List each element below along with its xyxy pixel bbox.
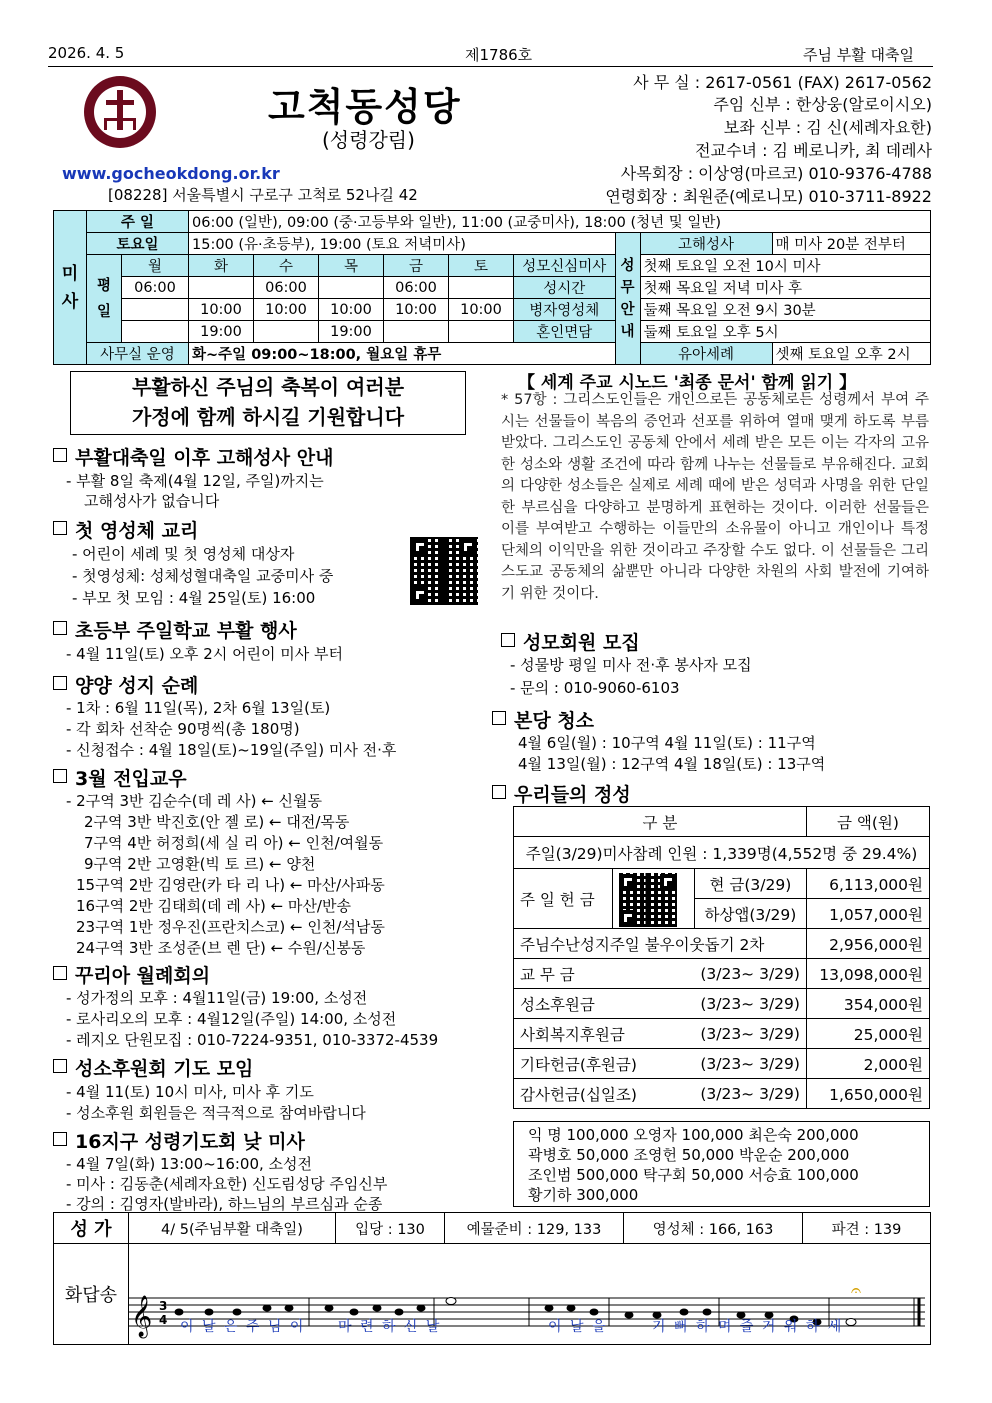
cash-amount: 6,113,000원 <box>806 869 929 899</box>
lyrics-line: 기 뻐 하 며 즐 거 워 하 세 <box>652 1319 844 1335</box>
mothers-line: - 성물방 평일 미사 전·후 봉사자 모집 <box>510 656 752 674</box>
section-curia: 꾸리아 월례회의 <box>53 961 210 988</box>
checkbox-icon <box>53 676 67 690</box>
easter-blessing-box: 부활하신 주님의 축복이 여러분 가정에 함께 하시길 기원합니다 <box>70 371 466 435</box>
parishioner-line: - 2구역 3반 김순수(데 레 사) ← 신월동 <box>66 792 323 810</box>
curia-line: - 로사리오의 모후 : 4월12일(주일) 14:00, 소성전 <box>66 1010 397 1028</box>
office-hours: 화~주일 09:00~18:00, 월요일 휴무 <box>189 343 616 365</box>
sunday-times: 06:00 (일반), 09:00 (중·고등부와 일반), 11:00 (교중미사), 18:00 (청년 및 일반) <box>189 211 931 233</box>
sacrament-name: 고해성사 <box>640 233 772 255</box>
weekday-time: 06:00 <box>254 277 319 299</box>
top-divider <box>48 66 933 67</box>
hymn-communion: 영성체 : 166, 163 <box>624 1213 803 1244</box>
parishioner-line: 9구역 2반 고영환(빅 토 르) ← 양천 <box>84 855 316 873</box>
confession-line: 고해성사가 없습니다 <box>84 492 220 510</box>
website-link[interactable]: www.gocheokdong.or.kr <box>62 164 280 183</box>
parishioner-line: 16구역 2반 김태희(데 레 사) ← 마산/반송 <box>76 897 351 915</box>
checkbox-icon <box>492 711 506 725</box>
checkbox-icon <box>53 1059 67 1073</box>
communion-line: - 첫영성체: 성체성혈대축일 교중미사 중 <box>72 567 334 585</box>
hymn-entrance: 입당 : 130 <box>336 1213 445 1244</box>
offering-row-period: (3/23~ 3/29) <box>694 1049 806 1079</box>
weekday-header: 금 <box>384 255 449 277</box>
svg-text:𝄞: 𝄞 <box>131 1296 153 1337</box>
checkbox-icon <box>492 785 506 799</box>
offering-row-name: 감사헌금(십일조) <box>514 1079 695 1109</box>
checkbox-icon <box>53 521 67 535</box>
mothers-line: - 문의 : 010-9060-6103 <box>510 679 680 697</box>
weekday-label: 평 일 <box>87 255 122 343</box>
offering-header-category: 구 분 <box>514 807 807 837</box>
donor-line: 곽병호 50,000 조영헌 50,000 박운순 200,000 <box>528 1146 850 1164</box>
charismatic-line: - 강의 : 김영자(발바라), 하느님의 부르심과 순종 <box>66 1195 383 1213</box>
weekday-time: 10:00 <box>254 299 319 321</box>
hymn-label: 성 가 <box>54 1213 129 1244</box>
weekday-time: 19:00 <box>319 321 384 343</box>
offering-row-amount: 13,098,000원 <box>806 959 929 989</box>
parishioner-line: 15구역 2반 김영란(카 타 리 나) ← 마산/사파동 <box>76 876 385 894</box>
contact-pastor: 주임 신부 : 한상웅(알로이시오) <box>713 95 932 114</box>
mass-schedule-table <box>53 210 931 365</box>
lyrics-line: 마 련 하 신 날 <box>338 1319 442 1335</box>
svg-text:𝄐: 𝄐 <box>851 1280 862 1301</box>
section-offering: 우리들의 정성 <box>492 780 631 807</box>
vocation-line: - 성소후원 회원들은 적극적으로 참여바랍니다 <box>66 1104 366 1122</box>
sunday-label: 주 일 <box>87 211 189 233</box>
sunday-offering-label: 주 일 헌 금 <box>514 869 613 929</box>
synod-title: 【 세계 주교 시노드 '최종 문서' 함께 읽기 】 <box>518 373 857 393</box>
office-label: 사무실 운영 <box>87 343 189 365</box>
parishioner-line: 7구역 4반 허정희(세 실 리 아) ← 인천/여월동 <box>84 834 384 852</box>
weekday-time: 10:00 <box>319 299 384 321</box>
weekday-time: 19:00 <box>189 321 254 343</box>
sacrament-time: 첫째 토요일 오전 10시 미사 <box>640 255 930 277</box>
synod-text: * 57항 : 그리스도인들은 개인으로든 공동체로든 성령께서 부여 주시는 선물들이 복음의 증언과 선포를 위하여 열매 맺게 하도록 부름받았다. 그리스도인 공동체 안에서 세례 받은 모든 이는 각자의 고유한 성소와 생활 조건에 따라 함께 나누는 선물들로 부유해진다. 교회의 다양한 성소들은 실제로 세례 때에 받은 성덕과 사명을 위한 단일한 부르심을 다양하고 분명하게 표현하는 것이다. 이러한 선물들은 이를 부여받고 수행하는 이들만의 소유물이 아니고 개인이나 특정 단체의 이익만을 위한 것이라고 주장할 수도 없다. 이 선물들은 그리스도교 공동체의 삶뿐만 아니라 다양한 차원의 사회 발전에 기여하기 위한 것이다. <box>501 392 929 602</box>
offering-row-amount: 2,000원 <box>806 1049 929 1079</box>
saturday-times: 15:00 (유·초등부), 19:00 (토요 저녁미사) <box>189 233 616 255</box>
pilgrimage-line: - 각 회차 선착순 90명씩(총 180명) <box>66 720 300 738</box>
weekday-time <box>449 321 514 343</box>
mass-label: 미 사 <box>54 211 87 365</box>
weekday-time: 10:00 <box>449 299 514 321</box>
attendance-row: 주일(3/29)미사참례 인원 : 1,339명(4,552명 중 29.4%) <box>514 837 930 869</box>
section-pilgrimage: 양양 성지 순례 <box>53 671 198 698</box>
checkbox-icon <box>501 633 515 647</box>
section-first-communion: 첫 영성체 교리 <box>53 516 198 543</box>
offering-row-period: (3/23~ 3/29) <box>694 959 806 989</box>
weekday-header: 월 <box>122 255 189 277</box>
curia-line: - 레지오 단원모집 : 010-7224-9351, 010-3372-4539 <box>66 1031 439 1049</box>
cleaning-line: 4월 13일(월) : 12구역 4월 18일(토) : 13구역 <box>518 755 826 773</box>
weekday-time: 10:00 <box>189 299 254 321</box>
offering-row-amount: 354,000원 <box>806 989 929 1019</box>
lyrics-line: 이 날 은 주 님 이 <box>180 1319 306 1335</box>
app-label: 하상앱(3/29) <box>694 899 806 929</box>
parishioner-line: 2구역 3반 박진호(안 젤 로) ← 대전/목동 <box>84 813 350 831</box>
communion-line: - 어린이 세례 및 첫 영성체 대상자 <box>72 545 295 563</box>
offering-row-amount: 1,650,000원 <box>806 1079 929 1109</box>
hymn-dismissal: 파견 : 139 <box>803 1213 931 1244</box>
weekday-header: 토 <box>449 255 514 277</box>
section-sunday-school: 초등부 주일학교 부활 행사 <box>53 616 297 643</box>
offering-row-period: (3/23~ 3/29) <box>694 1079 806 1109</box>
qr-code-icon[interactable] <box>410 537 478 605</box>
offering-qr-cell <box>613 869 694 929</box>
section-confession: 부활대축일 이후 고해성사 안내 <box>53 443 333 470</box>
sacrament-time: 셋째 토요일 오후 2시 <box>772 343 930 365</box>
feast-name: 주님 부활 대축일 <box>803 46 914 64</box>
weekday-time: 06:00 <box>384 277 449 299</box>
sacrament-time: 둘째 목요일 오전 9시 30분 <box>640 299 930 321</box>
weekday-time <box>254 321 319 343</box>
offering-row-amount: 25,000원 <box>806 1019 929 1049</box>
offering-header-amount: 금 액(원) <box>806 807 929 837</box>
hymn-offertory: 예물준비 : 129, 133 <box>445 1213 624 1244</box>
hymn-date: 4/ 5(주님부활 대축일) <box>129 1213 336 1244</box>
parish-patron: (성령강림) <box>322 128 415 152</box>
section-charismatic-mass: 16지구 성령기도회 낮 미사 <box>53 1127 305 1154</box>
sacrament-time: 첫째 목요일 저녁 미사 후 <box>640 277 930 299</box>
cleaning-line: 4월 6일(월) : 10구역 4월 11일(토) : 11구역 <box>518 734 816 752</box>
saturday-label: 토요일 <box>87 233 189 255</box>
sacrament-side-label: 성 무 안 내 <box>615 233 640 365</box>
contact-assistant: 보좌 신부 : 김 신(세례자요한) <box>723 118 932 137</box>
sunday-school-line: - 4월 11일(토) 오후 2시 어린이 미사 부터 <box>66 645 344 663</box>
weekday-time: 10:00 <box>384 299 449 321</box>
weekday-header: 수 <box>254 255 319 277</box>
contact-funeral: 연령회장 : 최원준(예로니모) 010-3711-8922 <box>605 187 932 206</box>
weekday-time <box>122 299 189 321</box>
checkbox-icon <box>53 1132 67 1146</box>
offering-row-period: (3/23~ 3/29) <box>694 1019 806 1049</box>
donor-line: 조인범 500,000 탁구회 50,000 서승효 100,000 <box>528 1166 859 1184</box>
sacrament-time: 매 미사 20분 전부터 <box>772 233 930 255</box>
vocation-line: - 4월 11(토) 10시 미사, 미사 후 기도 <box>66 1083 314 1101</box>
special-offering-amount: 2,956,000원 <box>806 929 929 959</box>
svg-text:4: 4 <box>159 1313 168 1327</box>
bulletin-date: 2026. 4. 5 <box>48 44 125 62</box>
psalm-label: 화답송 <box>54 1244 129 1345</box>
weekday-time <box>122 321 189 343</box>
cash-label: 현 금(3/29) <box>694 869 806 899</box>
weekday-header: 화 <box>189 255 254 277</box>
offering-row-name: 기타헌금(후원금) <box>514 1049 695 1079</box>
weekday-time: 06:00 <box>122 277 189 299</box>
offering-row-period: (3/23~ 3/29) <box>694 989 806 1019</box>
parishioner-line: 23구역 1반 정우진(프란치스코) ← 인천/석남동 <box>76 918 385 936</box>
app-amount: 1,057,000원 <box>806 899 929 929</box>
checkbox-icon <box>53 769 67 783</box>
donor-line: 황기하 300,000 <box>528 1186 639 1204</box>
offering-row-name: 교 무 금 <box>514 959 695 989</box>
pilgrimage-line: - 1차 : 6월 11일(목), 2차 6월 13일(토) <box>66 699 331 717</box>
sacrament-time: 둘째 토요일 오후 5시 <box>640 321 930 343</box>
sacrament-name: 유아세례 <box>640 343 772 365</box>
parishioner-line: 24구역 3반 조성준(브 렌 단) ← 수원/신봉동 <box>76 939 366 957</box>
svg-text:3: 3 <box>159 1299 168 1313</box>
weekday-time <box>449 277 514 299</box>
charismatic-line: - 미사 : 김동춘(세례자요한) 신도림성당 주임신부 <box>66 1175 388 1193</box>
sacrament-name: 병자영성체 <box>514 299 616 321</box>
weekday-time <box>189 277 254 299</box>
confession-line: - 부활 8일 축제(4월 12일, 주일)까지는 <box>66 472 324 490</box>
offering-row-name: 사회복지후원금 <box>514 1019 695 1049</box>
lyrics-line: 이 날 을 <box>548 1319 608 1335</box>
charismatic-line: - 4월 7일(화) 13:00~16:00, 소성전 <box>66 1155 313 1173</box>
parish-title: 고척동성당 <box>268 85 462 129</box>
section-new-parishioners: 3월 전입교우 <box>53 764 187 791</box>
donor-list <box>513 1121 930 1207</box>
sacrament-name: 성모신심미사 <box>514 255 616 277</box>
weekday-time <box>319 277 384 299</box>
qr-code-icon[interactable] <box>619 873 677 927</box>
special-offering-label: 주님수난성지주일 불우이웃돕기 2차 <box>514 929 807 959</box>
donor-line: 익 명 100,000 오영자 100,000 최은숙 200,000 <box>528 1126 859 1144</box>
weekday-time <box>384 321 449 343</box>
curia-line: - 성가정의 모후 : 4월11일(금) 19:00, 소성전 <box>66 989 368 1007</box>
section-mothers-recruit: 성모회원 모집 <box>501 628 640 655</box>
offering-table <box>513 806 930 1109</box>
parish-seal-icon <box>84 76 156 148</box>
issue-number: 제1786호 <box>465 46 533 64</box>
sacrament-name: 성시간 <box>514 277 616 299</box>
checkbox-icon <box>53 448 67 462</box>
pilgrimage-line: - 신청접수 : 4월 18일(토)~19일(주일) 미사 전·후 <box>66 741 397 759</box>
checkbox-icon <box>53 621 67 635</box>
contact-council: 사목회장 : 이상영(마르코) 010-9376-4788 <box>620 164 932 183</box>
offering-row-name: 성소후원금 <box>514 989 695 1019</box>
sacrament-name: 혼인면담 <box>514 321 616 343</box>
contact-sisters: 전교수녀 : 김 베로니카, 최 데레사 <box>695 141 932 160</box>
communion-line: - 부모 첫 모임 : 4월 25일(토) 16:00 <box>72 589 316 607</box>
section-vocation-prayer: 성소후원회 기도 모임 <box>53 1054 253 1081</box>
contact-office: 사 무 실 : 2617-0561 (FAX) 2617-0562 <box>633 73 932 92</box>
checkbox-icon <box>53 966 67 980</box>
parish-address: [08228] 서울특별시 구로구 고척로 52나길 42 <box>108 186 418 204</box>
section-cleaning: 본당 청소 <box>492 706 594 733</box>
weekday-header: 목 <box>319 255 384 277</box>
